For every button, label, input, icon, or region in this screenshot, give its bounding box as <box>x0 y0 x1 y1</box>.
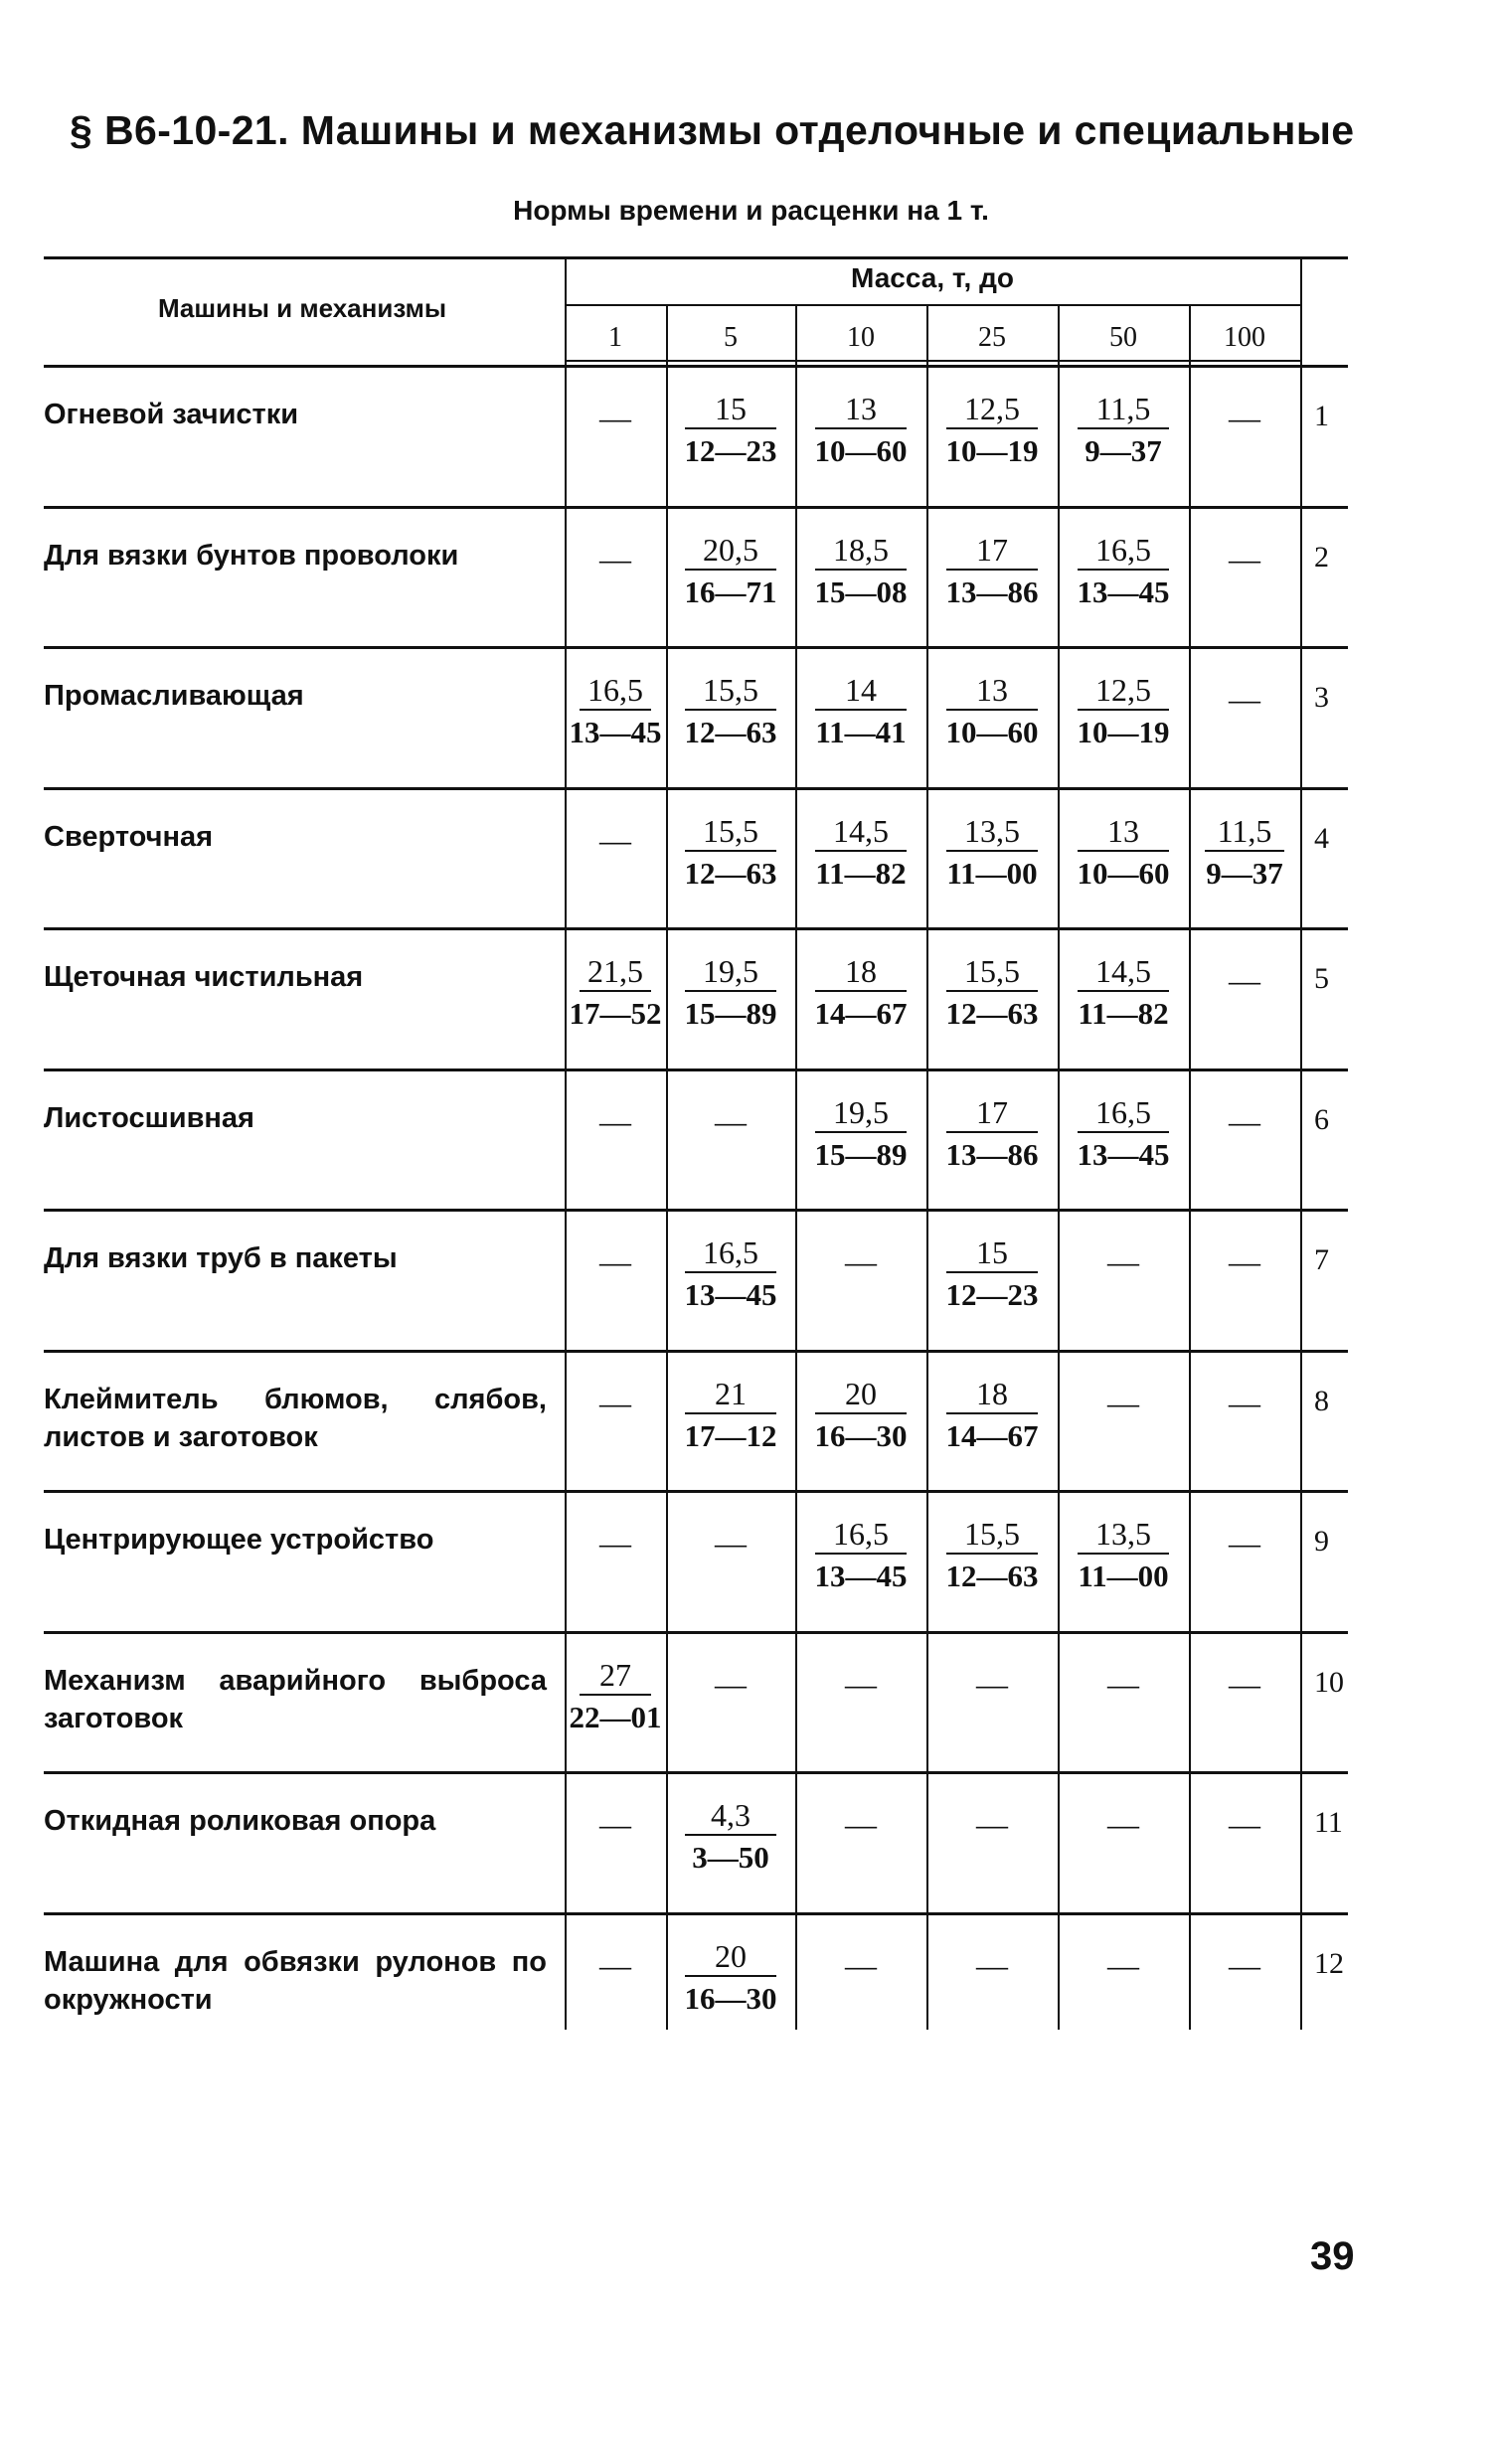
rate-price: 15—89 <box>684 996 777 1031</box>
time-norm: 16,5 <box>815 1515 907 1555</box>
table-cell <box>1191 390 1298 479</box>
rate-price: 13—45 <box>1077 1136 1170 1172</box>
rate-fraction <box>1060 390 1187 471</box>
row-number: 1 <box>1314 400 1329 432</box>
rate-price: 10—60 <box>1077 855 1170 891</box>
table-cell <box>928 1796 1056 1886</box>
row-number: 7 <box>1314 1243 1329 1276</box>
table-cell <box>928 952 1056 1042</box>
time-norm: 18 <box>815 952 907 992</box>
table-cell <box>567 1093 664 1183</box>
header-label: Машины и механизмы <box>157 293 447 323</box>
rate-fraction <box>928 390 1056 471</box>
time-norm: 16,5 <box>1078 531 1169 571</box>
time-norm: 13,5 <box>946 812 1038 852</box>
rate-price: 9—37 <box>1085 433 1162 468</box>
rate-price: 13—45 <box>814 1559 908 1593</box>
table-cell <box>1060 1233 1187 1323</box>
rate-fraction <box>928 1093 1056 1175</box>
rate-fraction <box>797 952 924 1034</box>
rate-fraction <box>668 390 793 471</box>
rate-price: 13—86 <box>945 574 1039 609</box>
row-number: 12 <box>1314 1946 1344 1980</box>
column-header: 100 <box>1224 322 1265 353</box>
table-cell <box>1191 1515 1298 1604</box>
row-rule <box>44 506 1348 509</box>
row-rule <box>44 1912 1348 1915</box>
time-norm: 16,5 <box>685 1233 775 1273</box>
rate-price: 13—45 <box>1077 574 1170 609</box>
table-cell <box>668 1937 793 2027</box>
table-cell <box>668 1656 793 1745</box>
rate-fraction <box>1060 952 1187 1034</box>
table-cell <box>928 1515 1056 1604</box>
table-cell <box>567 390 664 479</box>
time-norm: 20 <box>685 1937 775 1977</box>
rate-price: 3—50 <box>692 1840 769 1875</box>
row-name: Для вязки труб в пакеты <box>44 1242 398 1274</box>
rate-fraction <box>928 812 1056 894</box>
rate-fraction <box>567 952 664 1034</box>
rate-price: 11—82 <box>1078 996 1169 1031</box>
table-cell <box>1060 531 1187 620</box>
row-rule <box>44 1771 1348 1774</box>
time-norm: 14,5 <box>1078 952 1169 992</box>
row-rule <box>44 365 1348 368</box>
empty-dash: — <box>1229 400 1260 435</box>
empty-dash: — <box>976 1946 1008 1983</box>
rate-price: 12—63 <box>945 996 1039 1031</box>
time-norm: 15,5 <box>685 812 775 852</box>
empty-dash: — <box>599 1806 631 1842</box>
table-cell <box>797 1796 924 1886</box>
table-cell <box>928 1233 1056 1323</box>
row-number: 11 <box>1314 1806 1343 1839</box>
column-header: 5 <box>724 322 738 353</box>
time-norm: 19,5 <box>685 952 775 992</box>
table-cell <box>928 1937 1056 2027</box>
rate-fraction <box>928 671 1056 752</box>
rate-price: 16—30 <box>684 1980 777 2016</box>
empty-dash: — <box>599 821 631 858</box>
time-norm: 15 <box>946 1233 1038 1273</box>
empty-dash: — <box>845 1946 877 1983</box>
table-cell <box>567 1515 664 1604</box>
rate-price: 12—63 <box>945 1559 1039 1593</box>
time-norm: 21 <box>685 1375 775 1414</box>
rate-price: 12—23 <box>684 433 777 468</box>
rate-fraction <box>928 1375 1056 1456</box>
row-number: 8 <box>1314 1384 1329 1417</box>
table-cell <box>797 671 924 760</box>
time-norm: 12,5 <box>1078 671 1169 711</box>
table-cell <box>567 952 664 1042</box>
table-cell <box>668 1796 793 1886</box>
row-name: Листосшивная <box>44 1101 254 1134</box>
rate-price: 13—86 <box>945 1136 1039 1172</box>
rate-price: 15—89 <box>814 1136 908 1172</box>
column-header: 10 <box>847 322 875 353</box>
table-cell <box>1060 1656 1187 1745</box>
time-norm: 4,3 <box>685 1796 775 1836</box>
table-cell <box>567 1656 664 1745</box>
table-cell <box>1060 1515 1187 1604</box>
table-cell <box>1191 1937 1298 2027</box>
table-cell <box>797 1093 924 1183</box>
table-cell <box>797 531 924 620</box>
time-norm: 15,5 <box>685 671 775 711</box>
rate-price: 10—60 <box>945 715 1039 749</box>
empty-dash: — <box>1107 1665 1139 1702</box>
rate-price: 10—60 <box>814 433 908 468</box>
row-name: Механизм аварийного выброса заготовок <box>44 1664 547 1734</box>
table-cell <box>928 812 1056 902</box>
rate-fraction <box>668 952 793 1034</box>
row-name: Промасливающая <box>44 680 304 712</box>
rate-fraction <box>668 671 793 752</box>
table-cell <box>668 1515 793 1604</box>
rate-fraction <box>567 671 664 752</box>
table-cell <box>567 812 664 902</box>
table-cell <box>567 531 664 620</box>
row-number: 4 <box>1314 821 1329 855</box>
empty-dash: — <box>976 1806 1008 1842</box>
empty-dash: — <box>715 1525 747 1561</box>
table-cell <box>668 812 793 902</box>
empty-dash: — <box>845 1806 877 1842</box>
table-cell <box>1191 1375 1298 1464</box>
row-number: 3 <box>1314 681 1329 714</box>
time-norm: 16,5 <box>580 671 652 711</box>
table-subtitle: Нормы времени и расценки на 1 т. <box>513 195 989 226</box>
rate-fraction <box>668 531 793 612</box>
empty-dash: — <box>845 1665 877 1702</box>
time-norm: 15,5 <box>946 1515 1038 1555</box>
table-cell <box>1191 1656 1298 1745</box>
table-cell <box>1191 812 1298 902</box>
table-cell <box>1191 952 1298 1042</box>
page-title: § В6-10-21. Машины и механизмы отделочные и специальные <box>70 107 1355 153</box>
table-cell <box>797 1937 924 2027</box>
row-rule <box>44 1209 1348 1212</box>
table-cell <box>1060 812 1187 902</box>
table-cell <box>797 1656 924 1745</box>
table-cell <box>797 812 924 902</box>
empty-dash: — <box>1229 681 1260 717</box>
rate-fraction <box>668 1796 793 1878</box>
table-cell <box>668 531 793 620</box>
row-rule <box>44 1490 1348 1493</box>
table-cell <box>1191 1093 1298 1183</box>
table-cell <box>1191 671 1298 760</box>
rate-fraction <box>1191 812 1298 894</box>
rate-price: 11—00 <box>1078 1559 1169 1593</box>
time-norm: 21,5 <box>580 952 652 992</box>
rate-fraction <box>668 1233 793 1315</box>
rate-fraction <box>797 390 924 471</box>
rate-fraction <box>797 1375 924 1456</box>
page-number: 39 <box>1310 2234 1355 2278</box>
table-cell <box>797 952 924 1042</box>
time-norm: 14 <box>815 671 907 711</box>
rate-price: 10—19 <box>945 433 1039 468</box>
column-header: 1 <box>608 322 622 353</box>
time-norm: 14,5 <box>815 812 907 852</box>
rate-price: 14—67 <box>945 1417 1039 1453</box>
row-rule <box>44 927 1348 930</box>
column-header: 25 <box>978 322 1006 353</box>
time-norm: 19,5 <box>815 1093 907 1133</box>
table-cell <box>1060 1375 1187 1464</box>
time-norm: 11,5 <box>1078 390 1169 429</box>
table-top-rule <box>44 256 1348 259</box>
table-cell <box>1191 1233 1298 1323</box>
row-name: Центрирующее устройство <box>44 1524 434 1556</box>
row-name: Для вязки бунтов проволоки <box>44 539 459 572</box>
time-norm: 27 <box>580 1656 652 1696</box>
row-name: Щеточная чистильная <box>44 961 364 993</box>
row-name: Сверточная <box>44 820 214 853</box>
rate-price: 13—45 <box>684 1277 777 1312</box>
rate-fraction <box>928 1515 1056 1596</box>
table-cell <box>567 1937 664 2027</box>
table-cell <box>567 1796 664 1886</box>
table-cell <box>1191 1796 1298 1886</box>
table-cell <box>567 1233 664 1323</box>
table-cell <box>928 1093 1056 1183</box>
empty-dash: — <box>1229 1806 1260 1842</box>
table-cell <box>1060 671 1187 760</box>
rate-price: 16—30 <box>814 1417 908 1453</box>
row-name: Клеймитель блюмов, слябов, листов и заготовок <box>44 1383 547 1453</box>
empty-dash: — <box>1229 962 1260 998</box>
rate-fraction <box>797 671 924 752</box>
row-rule <box>44 1350 1348 1353</box>
rate-fraction <box>797 1093 924 1175</box>
time-norm: 20,5 <box>685 531 775 571</box>
rate-fraction <box>1060 1515 1187 1596</box>
time-norm: 18 <box>946 1375 1038 1414</box>
rate-fraction <box>928 1233 1056 1315</box>
table-cell <box>928 1375 1056 1464</box>
rate-price: 17—12 <box>684 1417 777 1453</box>
time-norm: 13 <box>815 390 907 429</box>
rate-fraction <box>1060 531 1187 612</box>
table-cell <box>668 1375 793 1464</box>
rate-fraction <box>928 952 1056 1034</box>
rate-price: 17—52 <box>569 996 662 1031</box>
empty-dash: — <box>599 400 631 435</box>
empty-dash: — <box>1107 1384 1139 1420</box>
rate-price: 22—01 <box>569 1699 662 1734</box>
empty-dash: — <box>599 1946 631 1983</box>
empty-dash: — <box>1229 1946 1260 1983</box>
rate-price: 12—23 <box>945 1277 1039 1312</box>
time-norm: 16,5 <box>1078 1093 1169 1133</box>
empty-dash: — <box>1107 1243 1139 1279</box>
empty-dash: — <box>1107 1946 1139 1983</box>
time-norm: 17 <box>946 531 1038 571</box>
table-cell <box>1191 531 1298 620</box>
row-rule <box>44 1068 1348 1071</box>
rate-price: 11—00 <box>946 855 1038 891</box>
time-norm: 15,5 <box>946 952 1038 992</box>
empty-dash: — <box>1229 1384 1260 1420</box>
empty-dash: — <box>599 1525 631 1561</box>
rate-fraction <box>797 531 924 612</box>
column-rule <box>1300 256 1302 2030</box>
empty-dash: — <box>1107 1806 1139 1842</box>
table-cell <box>668 1093 793 1183</box>
rate-fraction <box>1060 1093 1187 1175</box>
table-cell <box>668 1233 793 1323</box>
empty-dash: — <box>599 1102 631 1139</box>
table-cell <box>668 390 793 479</box>
row-number: 10 <box>1314 1665 1344 1699</box>
row-number: 6 <box>1314 1102 1329 1136</box>
table-cell <box>567 671 664 760</box>
rate-fraction <box>797 812 924 894</box>
time-norm: 12,5 <box>946 390 1038 429</box>
rate-price: 11—82 <box>815 855 907 891</box>
table-cell <box>668 952 793 1042</box>
empty-dash: — <box>715 1102 747 1139</box>
rate-price: 15—08 <box>814 574 908 609</box>
time-norm: 20 <box>815 1375 907 1414</box>
row-rule <box>44 1631 1348 1634</box>
rate-fraction <box>668 812 793 894</box>
table-cell <box>928 531 1056 620</box>
row-name: Огневой зачистки <box>44 399 299 430</box>
table-cell <box>928 671 1056 760</box>
time-norm: 13 <box>1078 812 1169 852</box>
row-number: 5 <box>1314 962 1329 995</box>
empty-dash: — <box>1229 1243 1260 1279</box>
table-cell <box>1060 1937 1187 2027</box>
table-cell <box>1060 1796 1187 1886</box>
time-norm: 18,5 <box>815 531 907 571</box>
empty-dash: — <box>845 1243 877 1279</box>
rate-fraction <box>928 531 1056 612</box>
table-cell <box>797 1375 924 1464</box>
rate-price: 14—67 <box>814 996 908 1031</box>
empty-dash: — <box>1229 1665 1260 1702</box>
header-group-label: Масса, т, до <box>851 262 1014 293</box>
table-cell <box>1060 952 1187 1042</box>
rate-price: 11—41 <box>815 715 907 749</box>
empty-dash: — <box>599 1243 631 1279</box>
table-cell <box>1060 1093 1187 1183</box>
empty-dash: — <box>1229 1102 1260 1139</box>
row-rule <box>44 787 1348 790</box>
rate-price: 12—63 <box>684 715 777 749</box>
rate-price: 9—37 <box>1206 855 1283 891</box>
empty-dash: — <box>599 1384 631 1420</box>
empty-dash: — <box>976 1665 1008 1702</box>
row-name: Машина для обвязки рулонов по окружности <box>44 1945 547 2016</box>
row-number: 9 <box>1314 1525 1329 1558</box>
time-norm: 13,5 <box>1078 1515 1169 1555</box>
rate-fraction <box>668 1375 793 1456</box>
empty-dash: — <box>1229 540 1260 576</box>
rate-fraction <box>668 1937 793 2019</box>
time-norm: 15 <box>685 390 775 429</box>
column-header: 50 <box>1109 322 1137 353</box>
table-cell <box>668 671 793 760</box>
rate-price: 12—63 <box>684 855 777 891</box>
rate-fraction <box>797 1515 924 1596</box>
rate-fraction <box>1060 812 1187 894</box>
empty-dash: — <box>1229 1525 1260 1561</box>
table-cell <box>1060 390 1187 479</box>
table-cell <box>567 1375 664 1464</box>
time-norm: 11,5 <box>1205 812 1283 852</box>
rate-price: 16—71 <box>684 574 777 609</box>
table-cell <box>797 390 924 479</box>
rate-price: 13—45 <box>569 715 662 749</box>
row-number: 2 <box>1314 540 1329 574</box>
table-cell <box>797 1515 924 1604</box>
table-cell <box>797 1233 924 1323</box>
time-norm: 17 <box>946 1093 1038 1133</box>
row-rule <box>44 646 1348 649</box>
rate-price: 10—19 <box>1077 715 1170 749</box>
table-cell <box>928 390 1056 479</box>
empty-dash: — <box>715 1665 747 1702</box>
row-name: Откидная роликовая опора <box>44 1805 436 1837</box>
table-cell <box>928 1656 1056 1745</box>
rate-fraction <box>1060 671 1187 752</box>
time-norm: 13 <box>946 671 1038 711</box>
rate-fraction <box>567 1656 664 1737</box>
empty-dash: — <box>599 540 631 576</box>
